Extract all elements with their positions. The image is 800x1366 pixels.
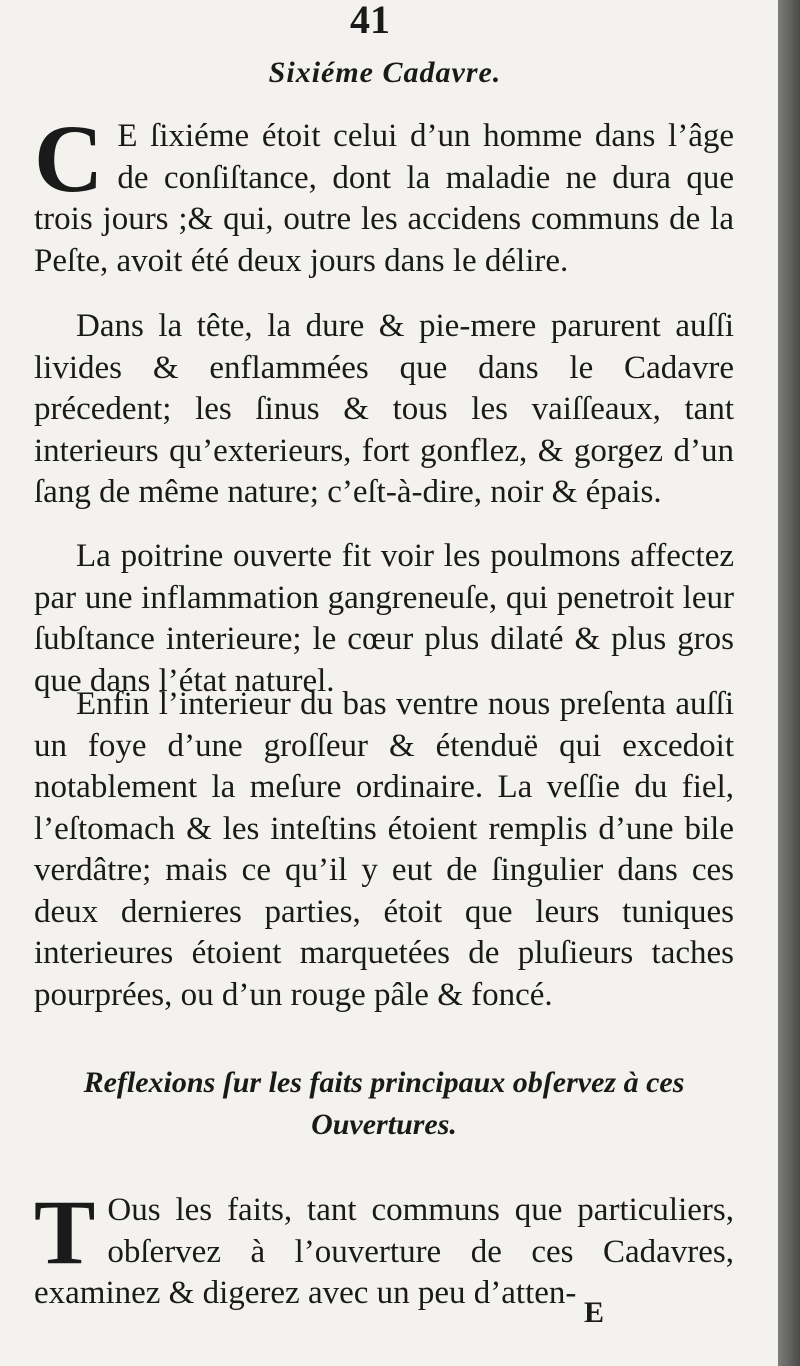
- reflexions-heading-line-1: Reflexions ſur les faits principaux obſervez à ces: [83, 1066, 685, 1099]
- section-title: Sixiéme Cadavre.: [268, 56, 502, 89]
- paragraph-2: Dans la tête, la dure & pie-mere parurent auſſi livides & enflammées que dans le Cadavre précedent; les ſinus & tous les vaiſſeaux, tant interieurs qu’exterieurs, fort gonflez, & gorgez d’un ſang de même nature; c’eſt-à-dire, noir & épais.: [34, 308, 734, 510]
- page-gutter-shadow: [778, 0, 800, 1366]
- paragraph-1: [34, 105, 734, 282]
- paragraph-1-text: E ſixiéme étoit celui d’un homme dans l’âge de conſiſtance, dont la maladie ne dura que trois jours ;& qui, outre les accidens communs de la Peſte, avoit été deux jours dans le délire.: [34, 118, 734, 279]
- reflexions-heading-line-2: Ouvertures.: [311, 1108, 457, 1141]
- final-paragraph: [34, 1181, 734, 1315]
- paragraph-4: Enfin l’interieur du bas ventre nous preſenta auſſi un foye d’une groſſeur & étenduë qui excedoit notablement la meſure ordinaire. La veſſie du fiel, l’eſtomach & les inteſtins étoient remplis d’une bile verdâtre; mais ce qu’il y eut de ſingulier dans ces deux dernieres parties, étoit que leurs tuniques interieures étoient marquetées de pluſieurs taches pourprées, ou d’un rouge pâle & foncé.: [34, 686, 734, 1013]
- paragraph-3: La poitrine ouverte fit voir les poulmons affectez par une inflammation gangreneuſe, qui penetroit leur ſubſtance interieure; le cœur plus dilaté & plus gros que dans l’état naturel.: [34, 538, 734, 699]
- signature-mark: E: [584, 1296, 605, 1329]
- reflexions-heading: [34, 1062, 734, 1146]
- drop-cap-c: C: [34, 105, 104, 212]
- drop-cap-t: T: [34, 1181, 96, 1283]
- page-number: 41: [350, 0, 390, 42]
- final-paragraph-text: Ous les faits, tant communs que particuliers, obſervez à l’ouverture de ces Cadavres, examinez & digerez avec un peu d’atten-: [34, 1192, 734, 1311]
